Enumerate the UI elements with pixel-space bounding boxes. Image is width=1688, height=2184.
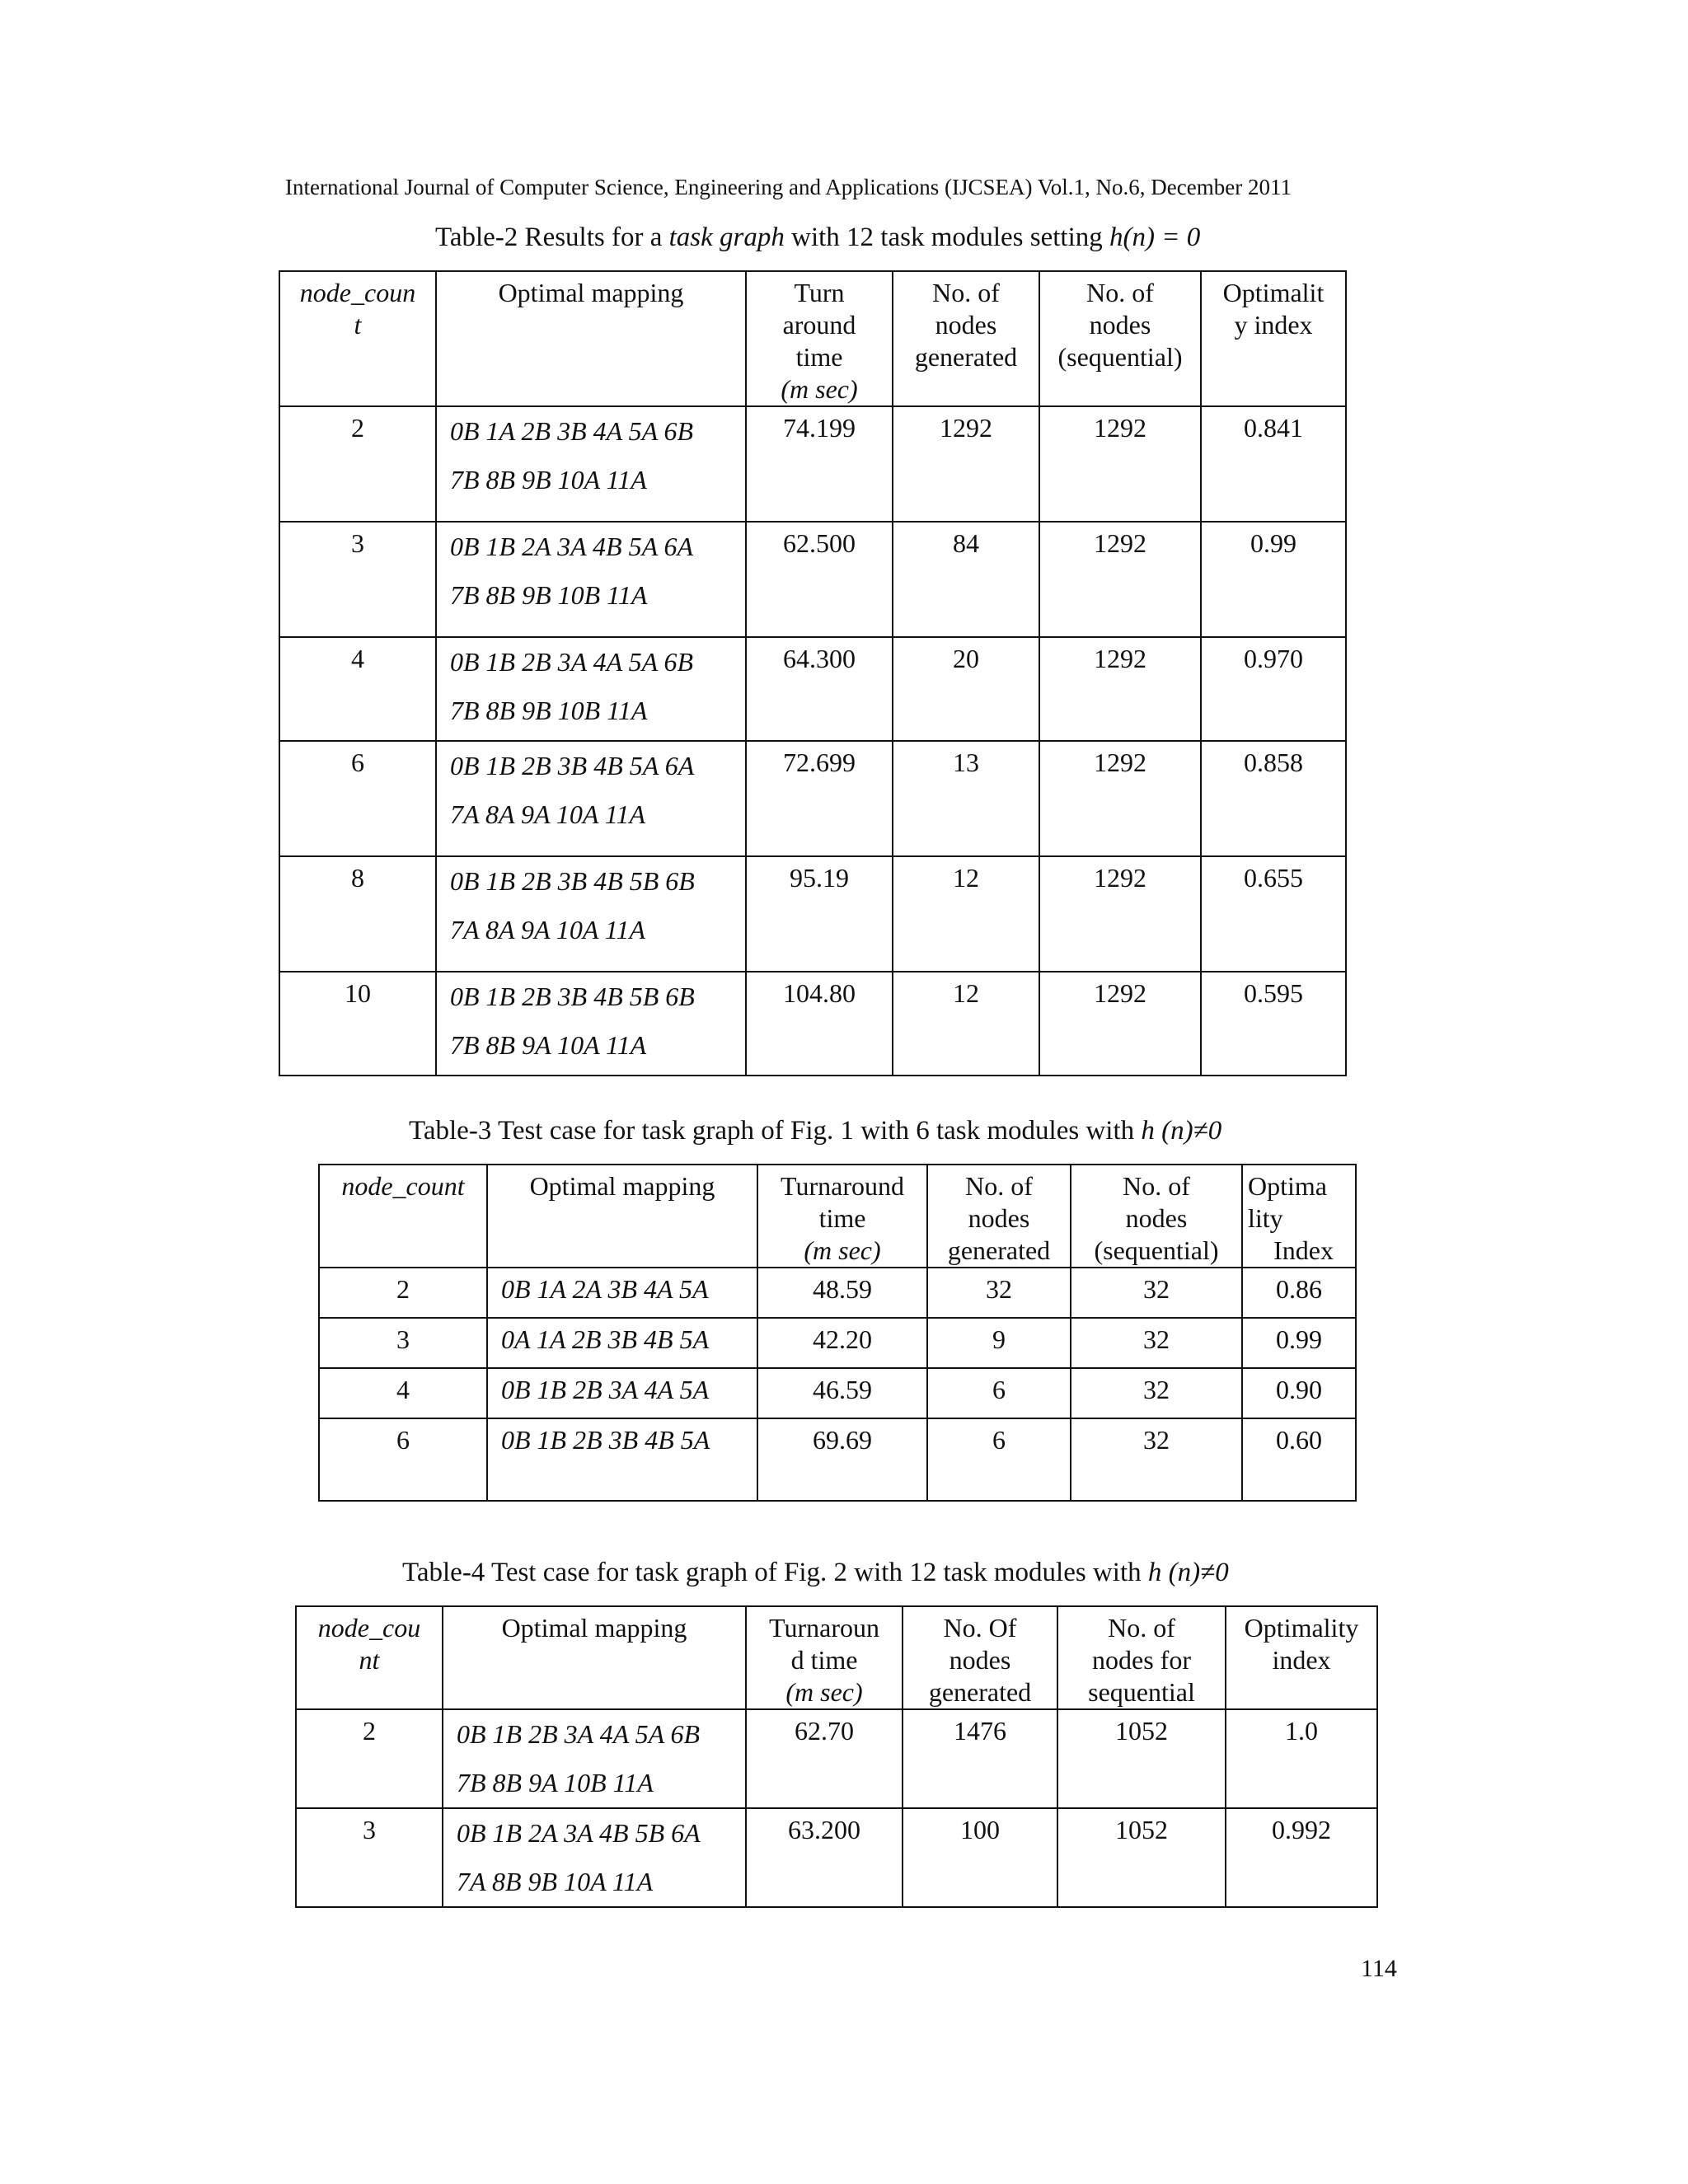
mapping-cell: 0B 1B 2B 3B 4B 5B 6B 7A 8A 9A 10A 11A — [436, 856, 746, 972]
node-count-cell: 3 — [296, 1808, 443, 1907]
turnaround-cell: 69.69 — [757, 1418, 927, 1501]
journal-header: International Journal of Computer Science, Engineering and Applications (IJCSEA) Vol.1, No.6, December 2011 — [285, 175, 1292, 199]
node-count-cell: 8 — [279, 856, 436, 972]
node-count-cell: 2 — [319, 1268, 487, 1318]
turnaround-cell: 42.20 — [757, 1318, 927, 1368]
node-count-cell: 2 — [279, 406, 436, 522]
optimality-cell: 0.60 — [1242, 1418, 1356, 1501]
optimality-cell: 0.655 — [1201, 856, 1346, 972]
table-row — [319, 1368, 1356, 1418]
table4-header-optimality: Optimality index — [1226, 1606, 1377, 1709]
table3-header-mapping: Optimal mapping — [487, 1165, 757, 1268]
sequential-cell: 1292 — [1039, 637, 1201, 741]
sequential-cell: 1292 — [1039, 972, 1201, 1076]
optimality-cell: 0.992 — [1226, 1808, 1377, 1907]
table3 — [318, 1164, 1357, 1502]
turnaround-cell: 62.70 — [746, 1709, 903, 1808]
table3-header-generated: No. of nodes generated — [927, 1165, 1071, 1268]
table-row — [319, 1268, 1356, 1318]
generated-cell: 9 — [927, 1318, 1071, 1368]
table3-header-row — [319, 1165, 1356, 1268]
mapping-cell: 0B 1B 2B 3A 4A 5A — [487, 1368, 757, 1418]
mapping-cell: 0B 1B 2B 3B 4B 5A 6A 7A 8A 9A 10A 11A — [436, 741, 746, 856]
table3-caption — [409, 1114, 1221, 1147]
table-row — [296, 1808, 1377, 1907]
table3-header-sequential: No. of nodes (sequential) — [1071, 1165, 1242, 1268]
mapping-cell: 0B 1A 2B 3B 4A 5A 6B 7B 8B 9B 10A 11A — [436, 406, 746, 522]
node-count-cell: 4 — [319, 1368, 487, 1418]
node-count-cell: 3 — [279, 522, 436, 637]
table2-header-node-count: node_coun t — [279, 271, 436, 406]
generated-cell: 6 — [927, 1418, 1071, 1501]
turnaround-cell: 46.59 — [757, 1368, 927, 1418]
turnaround-cell: 74.199 — [746, 406, 893, 522]
table2-header-optimality: Optimalit y index — [1201, 271, 1346, 406]
sequential-cell: 1292 — [1039, 741, 1201, 856]
sequential-cell: 1292 — [1039, 406, 1201, 522]
generated-cell: 13 — [893, 741, 1039, 856]
table2-header-sequential: No. of nodes (sequential) — [1039, 271, 1201, 406]
generated-cell: 1476 — [903, 1709, 1057, 1808]
optimality-cell: 0.99 — [1242, 1318, 1356, 1368]
table-row — [279, 522, 1346, 637]
optimality-cell: 1.0 — [1226, 1709, 1377, 1808]
mapping-cell: 0A 1A 2B 3B 4B 5A — [487, 1318, 757, 1368]
node-count-cell: 10 — [279, 972, 436, 1076]
optimality-cell: 0.99 — [1201, 522, 1346, 637]
node-count-cell: 4 — [279, 637, 436, 741]
turnaround-cell: 63.200 — [746, 1808, 903, 1907]
mapping-cell: 0B 1A 2A 3B 4A 5A — [487, 1268, 757, 1318]
table4-header-sequential: No. of nodes for sequential — [1057, 1606, 1226, 1709]
mapping-cell: 0B 1B 2B 3A 4A 5A 6B 7B 8B 9A 10B 11A — [443, 1709, 746, 1808]
table-row — [319, 1418, 1356, 1501]
optimality-cell: 0.858 — [1201, 741, 1346, 856]
node-count-cell: 2 — [296, 1709, 443, 1808]
sequential-cell: 1292 — [1039, 856, 1201, 972]
table4 — [295, 1605, 1378, 1908]
mapping-cell: 0B 1B 2A 3A 4B 5A 6A 7B 8B 9B 10B 11A — [436, 522, 746, 637]
table3-header-turnaround: Turnaround time (m sec) — [757, 1165, 927, 1268]
generated-cell: 6 — [927, 1368, 1071, 1418]
table4-caption-prefix: Table-4 Test case for task graph of Fig. 2 with 12 task modules with — [402, 1558, 1148, 1587]
table4-header-mapping: Optimal mapping — [443, 1606, 746, 1709]
optimality-cell: 0.86 — [1242, 1268, 1356, 1318]
optimality-cell: 0.841 — [1201, 406, 1346, 522]
turnaround-cell: 95.19 — [746, 856, 893, 972]
table3-caption-italic: h (n)≠0 — [1141, 1116, 1222, 1146]
mapping-cell: 0B 1B 2A 3A 4B 5B 6A 7A 8B 9B 10A 11A — [443, 1808, 746, 1907]
table4-header-row — [296, 1606, 1377, 1709]
table4-caption — [402, 1556, 1229, 1589]
table4-header-turnaround: Turnaroun d time (m sec) — [746, 1606, 903, 1709]
table3-header-node-count: node_count — [319, 1165, 487, 1268]
table2-caption-prefix: Table-2 Results for a — [435, 223, 669, 252]
sequential-cell: 1052 — [1057, 1808, 1226, 1907]
turnaround-cell: 48.59 — [757, 1268, 927, 1318]
generated-cell: 12 — [893, 972, 1039, 1076]
sequential-cell: 1052 — [1057, 1709, 1226, 1808]
table2-header-row — [279, 271, 1346, 406]
table-row — [279, 741, 1346, 856]
optimality-cell: 0.970 — [1201, 637, 1346, 741]
turnaround-cell: 64.300 — [746, 637, 893, 741]
table2-caption-mid: with 12 task modules setting — [784, 223, 1110, 252]
generated-cell: 84 — [893, 522, 1039, 637]
node-count-cell: 6 — [279, 741, 436, 856]
node-count-cell: 3 — [319, 1318, 487, 1368]
table-row — [319, 1318, 1356, 1368]
sequential-cell: 1292 — [1039, 522, 1201, 637]
sequential-cell: 32 — [1071, 1418, 1242, 1501]
table3-caption-prefix: Table-3 Test case for task graph of Fig. 1 with 6 task modules with — [409, 1116, 1142, 1146]
page-number: 114 — [1361, 1955, 1397, 1982]
table2-header-mapping: Optimal mapping — [436, 271, 746, 406]
table2-header-turnaround: Turn around time (m sec) — [746, 271, 893, 406]
mapping-cell: 0B 1B 2B 3B 4B 5B 6B 7B 8B 9A 10A 11A — [436, 972, 746, 1076]
table-row — [279, 856, 1346, 972]
table4-header-generated: No. Of nodes generated — [903, 1606, 1057, 1709]
table-row — [279, 406, 1346, 522]
table-row — [296, 1709, 1377, 1808]
table2-caption-italic-2: h(n) = 0 — [1109, 223, 1201, 252]
table2 — [279, 270, 1347, 1076]
generated-cell: 20 — [893, 637, 1039, 741]
turnaround-cell: 104.80 — [746, 972, 893, 1076]
mapping-cell: 0B 1B 2B 3A 4A 5A 6B 7B 8B 9B 10B 11A — [436, 637, 746, 741]
sequential-cell: 32 — [1071, 1268, 1242, 1318]
optimality-cell: 0.595 — [1201, 972, 1346, 1076]
generated-cell: 100 — [903, 1808, 1057, 1907]
sequential-cell: 32 — [1071, 1318, 1242, 1368]
table-row — [279, 972, 1346, 1076]
node-count-cell: 6 — [319, 1418, 487, 1501]
table3-header-optimality: Optima lity Index — [1242, 1165, 1356, 1268]
table4-caption-italic: h (n)≠0 — [1147, 1558, 1229, 1587]
turnaround-cell: 62.500 — [746, 522, 893, 637]
table2-header-generated: No. of nodes generated — [893, 271, 1039, 406]
mapping-cell: 0B 1B 2B 3B 4B 5A — [487, 1418, 757, 1501]
generated-cell: 32 — [927, 1268, 1071, 1318]
table4-header-node-count: node_cou nt — [296, 1606, 443, 1709]
generated-cell: 1292 — [893, 406, 1039, 522]
turnaround-cell: 72.699 — [746, 741, 893, 856]
table2-caption-italic-1: task graph — [668, 223, 785, 252]
sequential-cell: 32 — [1071, 1368, 1242, 1418]
table-row — [279, 637, 1346, 741]
table2-caption — [435, 221, 1200, 254]
generated-cell: 12 — [893, 856, 1039, 972]
optimality-cell: 0.90 — [1242, 1368, 1356, 1418]
